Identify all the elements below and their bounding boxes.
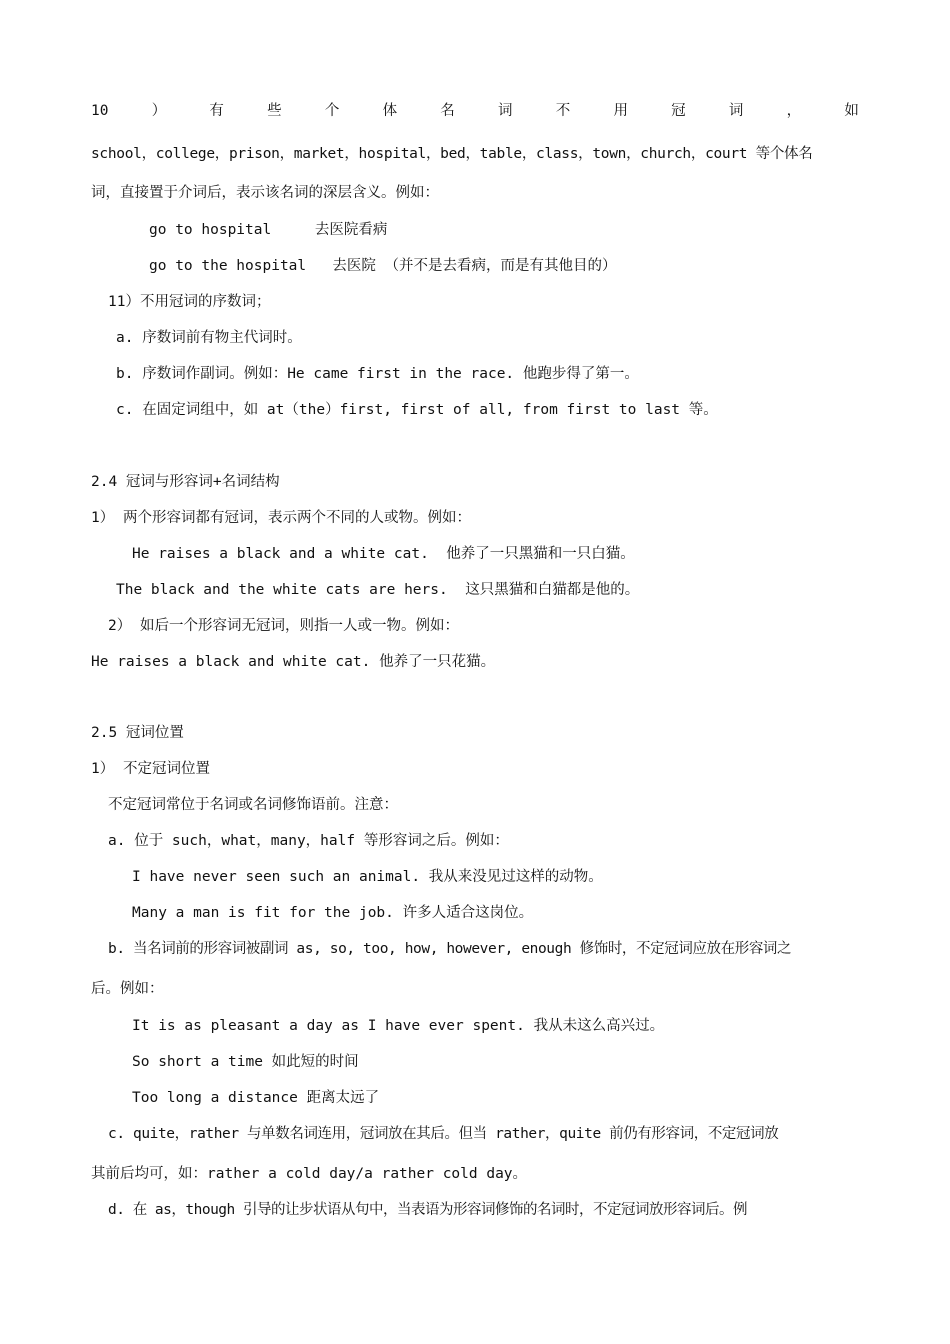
section-2-5-c-line-2: 其前后均可，如：rather a cold day/a rather cold day。 [91, 1166, 528, 1182]
rule-10-line-2: school，college，prison，market，hospital，bed，table，class，town，church，court 等个体名 [91, 146, 813, 162]
rule-10-first-line [91, 101, 859, 121]
rule-10-line-3: 词，直接置于介词后，表示该名词的深层含义。例如： [91, 185, 439, 201]
rule-11-b: b. 序数词作副词。例如：He came first in the race. 他跑步得了第一。 [116, 366, 639, 382]
section-2-5-b-example-3: Too long a distance 距离太远了 [132, 1090, 380, 1106]
text-token: 体 [382, 103, 398, 119]
section-2-5-d-line-1: d. 在 as，though 引导的让步状语从句中，当表语为形容词修饰的名词时，不定冠词放形容词后。例 [108, 1202, 747, 1218]
rule-11-title: 11）不用冠词的序数词； [108, 294, 271, 310]
rule-11-a: a. 序数词前有物主代词时。 [116, 330, 302, 346]
text-token: ） [151, 103, 167, 119]
text-token: 不 [555, 103, 571, 119]
section-2-5-a: a. 位于 such，what，many，half 等形容词之后。例如： [108, 833, 509, 849]
section-2-4-example-3: He raises a black and white cat. 他养了一只花猫。 [91, 654, 496, 670]
section-2-4-example-1: He raises a black and a white cat. 他养了一只黑猫和一只白猫。 [132, 546, 635, 562]
section-2-5-a-example-1: I have never seen such an animal. 我从来没见过这样的动物。 [132, 869, 603, 885]
text-token: ， [786, 103, 802, 119]
section-2-5-b-example-1: It is as pleasant a day as I have ever spent. 我从未这么高兴过。 [132, 1018, 665, 1034]
section-2-5-heading: 2.5 冠词位置 [91, 725, 184, 741]
section-2-5-b-line-2: 后。例如： [91, 981, 164, 997]
section-2-4-example-2: The black and the white cats are hers. 这只黑猫和白猫都是他的。 [116, 582, 640, 598]
section-2-5-intro: 不定冠词常位于名词或名词修饰语前。注意： [108, 797, 398, 813]
example-go-to-the-hospital: go to the hospital 去医院 （并不是去看病，而是有其他目的） [149, 258, 617, 274]
text-token: 名 [440, 103, 455, 119]
text-token: 个 [324, 103, 340, 119]
text-token: 词 [728, 103, 744, 119]
section-2-5-b-example-2: So short a time 如此短的时间 [132, 1054, 359, 1070]
section-2-4-heading: 2.4 冠词与形容词+名词结构 [91, 474, 280, 490]
section-2-5-point-1: 1） 不定冠词位置 [91, 761, 210, 777]
text-token: 冠 [671, 103, 686, 119]
text-token: 些 [267, 103, 282, 119]
text-token: 词 [498, 103, 513, 119]
section-2-5-c-line-1: c. quite，rather 与单数名词连用，冠词放在其后。但当 rather，quite 前仍有形容词，不定冠词放 [108, 1126, 779, 1142]
example-go-to-hospital: go to hospital 去医院看病 [149, 222, 388, 238]
section-2-4-point-2: 2） 如后一个形容词无冠词，则指一人或一物。例如： [108, 618, 459, 634]
text-token: 如 [844, 103, 859, 119]
section-2-5-b-line-1: b. 当名词前的形容词被副词 as, so, too, how, however, enough 修饰时，不定冠词应放在形容词之 [108, 941, 792, 957]
section-2-5-a-example-2: Many a man is fit for the job. 许多人适合这岗位。 [132, 905, 534, 921]
text-token: 有 [209, 103, 224, 119]
rule-11-c: c. 在固定词组中，如 at（the）first, first of all, from first to last 等。 [116, 402, 718, 418]
rule-10-number: 10 [91, 103, 109, 119]
section-2-4-point-1: 1） 两个形容词都有冠词，表示两个不同的人或物。例如： [91, 510, 471, 526]
text-token: 用 [613, 103, 628, 119]
